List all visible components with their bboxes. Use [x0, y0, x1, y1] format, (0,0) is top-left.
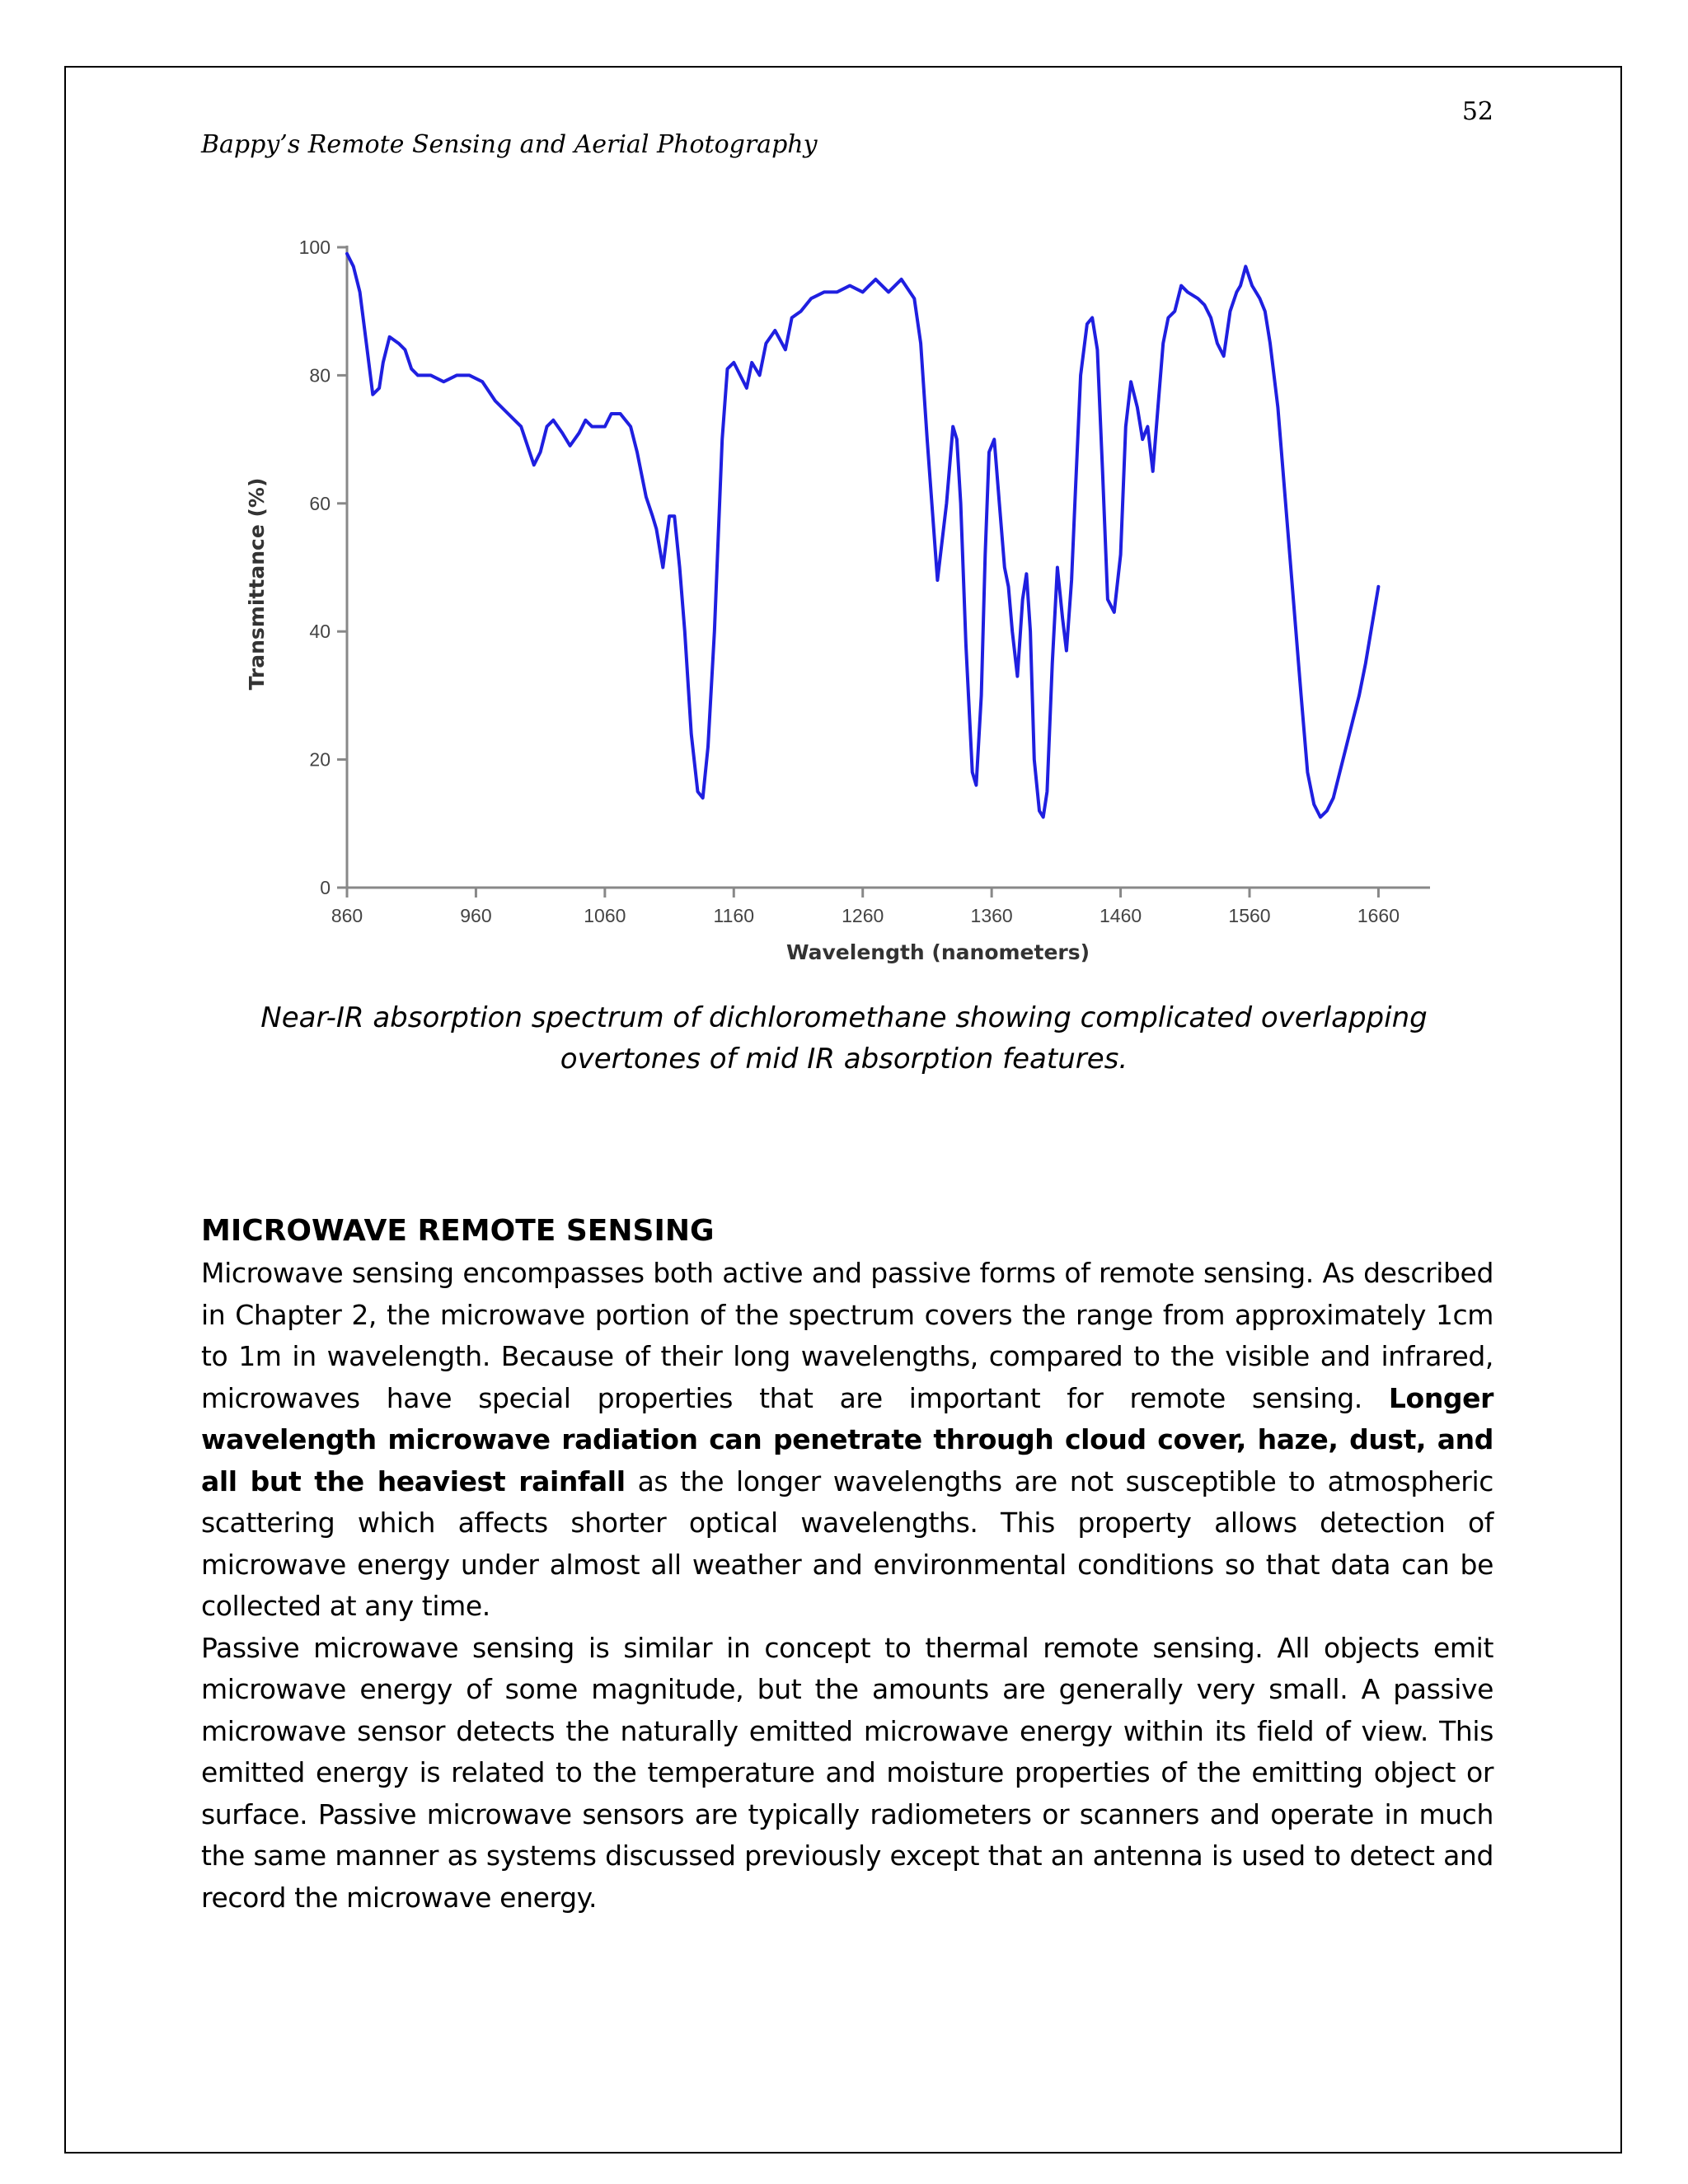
x-tick-label: 1460 [1099, 905, 1142, 926]
y-axis-label: Transmittance (%) [245, 477, 269, 691]
paragraph-1-text-a: Microwave sensing encompasses both active and passive forms of remote sensing. As described in Chapter 2, the microwave portion of the spectrum covers the range from approximately 1cm to 1m in wavelength. Because of their long wavelengths, compared to the visible and infrared, microwaves have special properties that are important for remote sensing. [201, 1257, 1493, 1414]
microwave-section [201, 1210, 1493, 1919]
x-tick-label: 1660 [1357, 905, 1400, 926]
y-tick-label: 100 [298, 237, 331, 258]
y-tick-label: 0 [320, 877, 331, 898]
y-tick-label: 80 [309, 364, 331, 387]
x-tick-label: 860 [331, 905, 363, 926]
y-tick-label: 20 [309, 748, 331, 771]
x-tick-label: 1360 [970, 905, 1013, 926]
series-line-dichloromethane [347, 254, 1378, 818]
x-axis-label: Wavelength (nanometers) [785, 940, 1090, 964]
page-number: 52 [1461, 97, 1493, 126]
x-tick-label: 1160 [713, 905, 755, 926]
spectrum-figure [239, 223, 1451, 989]
paragraph-1 [201, 1253, 1493, 1628]
x-tick-label: 1560 [1228, 905, 1271, 926]
paragraph-1-bold: Longer wavelength microwave radiation can penetrate through cloud cover, haze, dust, and all but the heaviest rainfall [201, 1381, 1493, 1497]
section-heading: MICROWAVE REMOTE SENSING [201, 1214, 715, 1248]
running-header: Bappy’s Remote Sensing and Aerial Photography [201, 130, 818, 159]
paragraph-2: Passive microwave sensing is similar in concept to thermal remote sensing. All objects emit microwave energy of some magnitude, but the amounts are generally very small. A passive microwave sensor detects the naturally emitted microwave energy within its field of view. This emitted energy is related to the temperature and moisture properties of the emitting object or surface. Passive microwave sensors are typically radiometers or scanners and operate in much the same manner as systems discussed previously except that an antenna is used to detect and record the microwave energy. [201, 1631, 1493, 1914]
y-tick-label: 40 [309, 621, 331, 643]
x-tick-label: 1260 [842, 905, 884, 926]
paragraph-1-text-b: as the longer wavelengths are not susceptible to atmospheric scattering which affects shorter optical wavelengths. This property allows detection of microwave energy under almost all weather and environmental conditions so that data can be collected at any time. [201, 1465, 1493, 1622]
spectrum-chart [239, 223, 1451, 989]
y-tick-label: 60 [309, 492, 331, 514]
figure-caption: Near-IR absorption spectrum of dichloromethane showing complicated overlapping overtones of mid IR absorption features. [260, 1001, 1428, 1076]
x-tick-label: 1060 [584, 905, 626, 926]
x-tick-label: 960 [460, 905, 492, 926]
